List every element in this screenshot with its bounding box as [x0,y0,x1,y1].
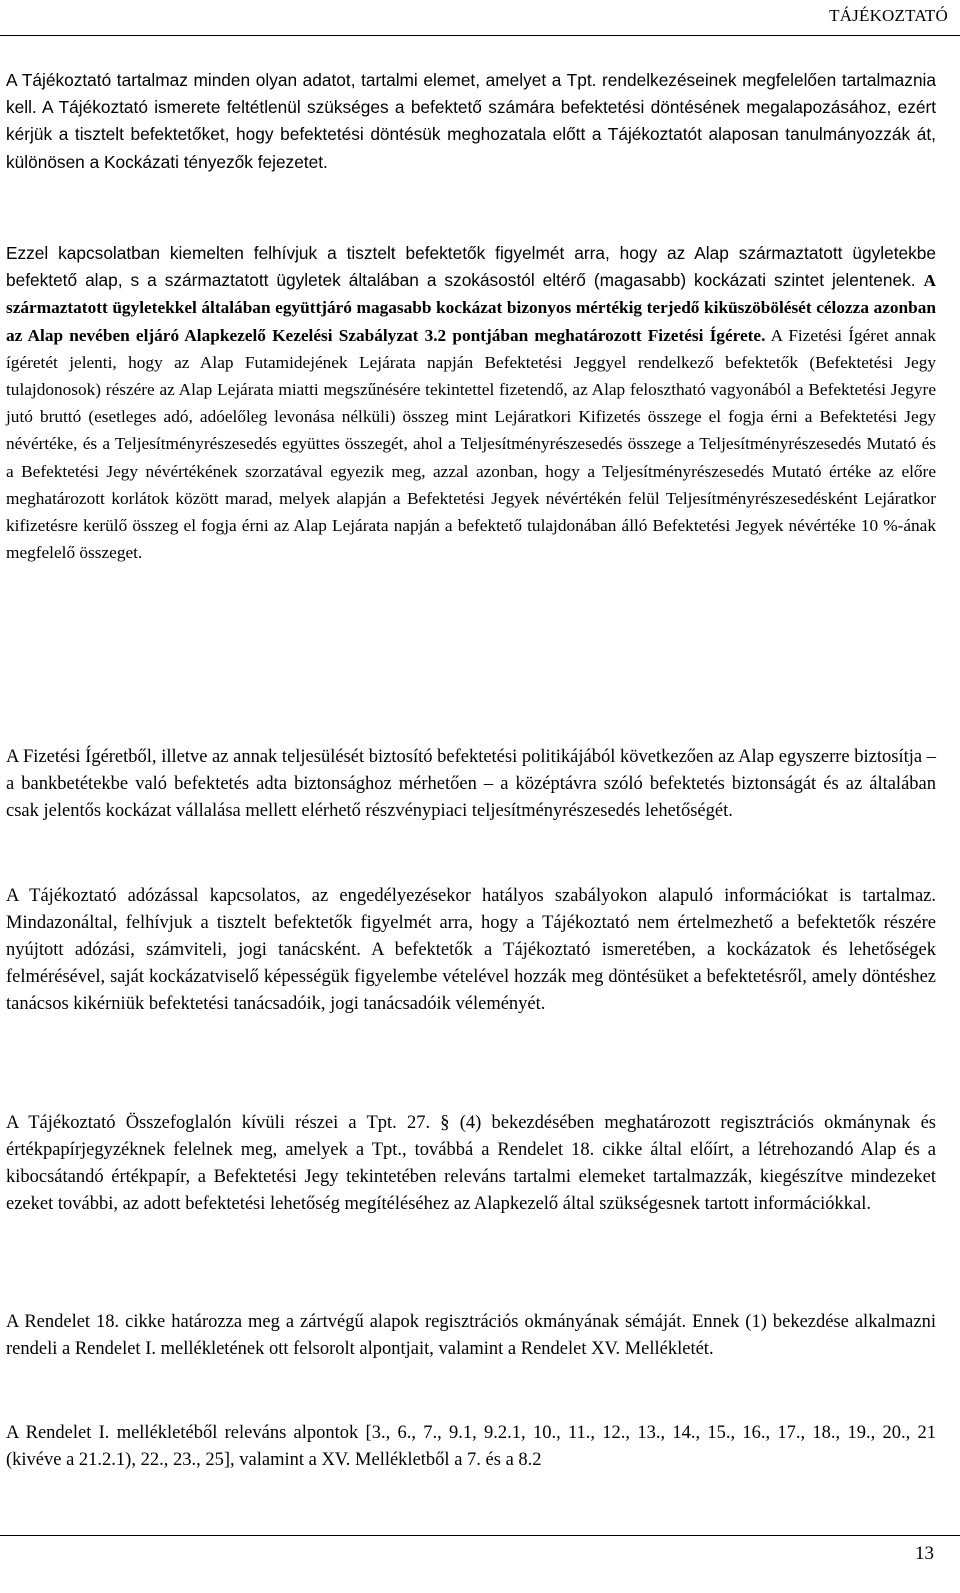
running-header: TÁJÉKOZTATÓ [829,6,948,25]
derivatives-paragraph [6,240,936,566]
payment-promise-explanation: A Fizetési Ígéret annak ígéretét jelenti, hogy az Alap Futamidejének Lejárata napján Befektetési Jeggyel rendelkező befektetők (Befektetési Jegy tulajdonosok) részére az Alap Lejárata miatti megszűnésére tekintettel fizetendő, az Alap felosztható vagyonából a Befektetési Jegyre jutó bruttó (esetleges adó, adóelőleg levonása nélküli) összeg mint Lejáratkori Kifizetés összege el fogja érni a Befektetési Jegy névértéke, és a Teljesítményrészesedés együttes összegét, ahol a Teljesítményrészesedés összege a Teljesítményrészesedés Mutató és a Befektetési Jegy névértékének szorzatával egyezik meg, azzal azonban, hogy a Teljesítményrészesedés Mutató értéke az előre meghatározott korlátok között marad, melyek alapján a Befektetési Jegyek névértékén felül Teljesítményrészesedésként Lejáratkor kifizetésre kerülő összeg el fogja érni az Alap Lejárata napján a befektető tulajdonában álló Befektetési Jegyek névértéke 10 %-ának megfelelő összeget. [6,325,936,563]
derivatives-paragraph-intro: Ezzel kapcsolatban kiemelten felhívjuk a tisztelt befektetők figyelmét arra, hogy az Alap származtatott ügyletekbe befektető alap, s a származtatott ügyletek általában a szokásostól eltérő (magasabb) kockázati szintet jelentenek. [6,243,936,291]
payment-promise-bold-text: A származtatott ügyletekkel általában együttjáró magasabb kockázat bizonyos mértékig terjedő kiküszöbölését célozza azonban az Alap nevében eljáró Alapkezelő Kezelési Szabályzat 3.2 pontjában meghatározott Fizetési Ígérete. [6,271,936,345]
header-divider [0,35,960,36]
annex-points-paragraph: A Rendelet I. mellékletéből releváns alpontok [3., 6., 7., 9.1, 9.2.1, 10., 11., 12., 13., 14., 15., 16., 17., 18., 19., 20., 21 (kivéve a 21.2.1), 22., 23., 25], valamint a XV. Mellékletből a 7. és a 8.2 [6,1423,936,1470]
taxation-paragraph: A Tájékoztató adózással kapcsolatos, az engedélyezésekor hatályos szabályokon alapuló információkat is tartalmaz. Mindazonáltal, felhívjuk a tisztelt befektetők figyelmét arra, hogy a Tájékoztató nem értelmezhető a befektetők részére nyújtott adózási, számviteli, jogi tanácsként. A befektetők a Tájékoztató ismeretében, a kockázatok és lehetőségek felmérésével, saját kockázatviselő képességük figyelembe vételével hozzák meg döntésüket a befektetésről, amely döntéshez tanácsos kikérniük befektetési tanácsadóik, jogi tanácsadóik véleményét. [6,886,936,1014]
footer-divider [0,1535,960,1536]
intro-paragraph: A Tájékoztató tartalmaz minden olyan adatot, tartalmi elemet, amelyet a Tpt. rendelkezéseinek megfelelően tartalmaznia kell. A Tájékoztató ismerete feltétlenül szükséges a befektető számára befektetési döntésének megalapozásához, ezért kérjük a tisztelt befektetőket, hogy befektetési döntésük meghozatala előtt a Tájékoztatót alaposan tanulmányozzák át, különösen a Kockázati tényezők fejezetet. [6,70,936,172]
investment-policy-paragraph: A Fizetési Ígéretből, illetve az annak teljesülését biztosító befektetési politikájából következően az Alap egyszerre biztosítja – a bankbetétekbe való befektetés adta biztonsághoz mérhetően – a középtávra szóló befektetés biztonságát és az általában csak jelentős kockázat vállalása mellett elérhető részvénypiaci teljesítményrészesedés lehetőségét. [6,747,936,821]
registration-document-paragraph: A Tájékoztató Összefoglalón kívüli részei a Tpt. 27. § (4) bekezdésében meghatározott regisztrációs okmánynak és értékpapírjegyzéknek felelnek meg, amelyek a Tpt., továbbá a Rendelet 18. cikke által előírt, a létrehozandó Alap és a kibocsátandó értékpapír, a Befektetési Jegy tekintetében releváns tartalmi elemeket tartalmazzák, kiegészítve mindezeket ezeket további, az adott befektetési lehetőség megítéléséhez az Alapkezelő által szükségesnek tartott információkkal. [6,1113,936,1214]
regulation-article-paragraph: A Rendelet 18. cikke határozza meg a zártvégű alapok regisztrációs okmányának sémáját. Ennek (1) bekezdése alkalmazni rendeli a Rendelet I. mellékletének ott felsorolt alpontjait, valamint a Rendelet XV. Mellékletét. [6,1312,936,1359]
page-number: 13 [915,1543,934,1564]
